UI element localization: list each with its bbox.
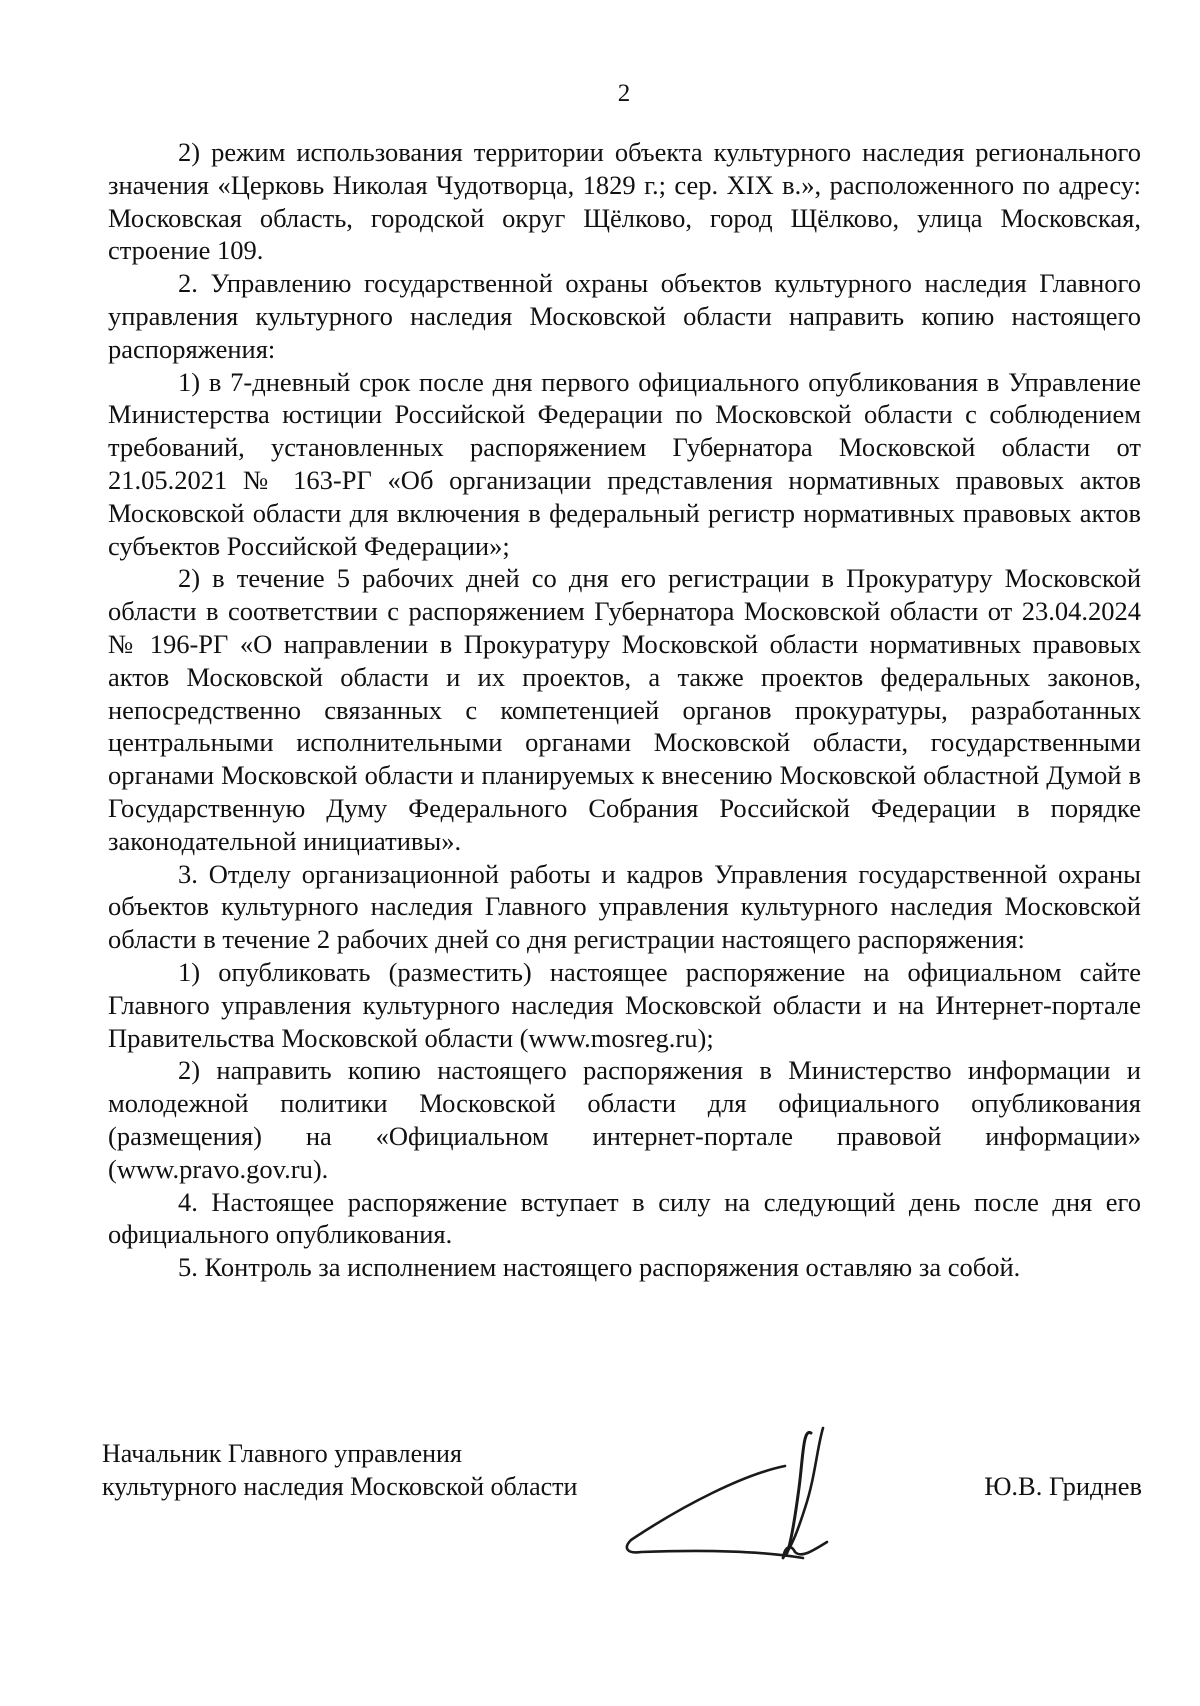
paragraph-item-2-2: 2) в течение 5 рабочих дней со дня его регистрации в Прокуратуру Московской области в соответствии с распоряжением Губернатора Московской области от 23.04.2024 № 196-РГ «О направлении в Прокуратуру Московской области нормативных правовых актов Московской области и их проектов, а также проектов федеральных законов, непосредственно связанных с компетенцией органов прокуратуры, разработанных центральными исполнительными органами Московской области, государственными органами Московской области и планируемых к внесению Московской областной Думой в Государственную Думу Федерального Собрания Российской Федерации в порядке законодательной инициативы».	[108, 563, 1141, 856]
paragraph-item-2-1: 1) в 7-дневный срок после дня первого официального опубликования в Управление Министерства юстиции Российской Федерации по Московской области с соблюдением требований, установленных распоряжением Губернатора Московской области от 21.05.2021 № 163-РГ «Об организации представления нормативных правовых актов Московской области для включения в федеральный регистр нормативных правовых актов субъектов Российской Федерации»;	[108, 366, 1141, 561]
paragraph-item-4: 4. Настоящее распоряжение вступает в силу на следующий день после дня его официального опубликования.	[108, 1186, 1141, 1250]
page-number: 2	[617, 80, 631, 107]
handwritten-signature	[615, 1418, 865, 1568]
paragraph-usage-regime: 2) режим использования территории объекта культурного наследия регионального значения «Церковь Николая Чудотворца, 1829 г.; сер. XIX в.», расположенного по адресу: Московская область, городской округ Щёлково, город Щёлково, улица Московская, строение 109.	[108, 137, 1141, 266]
signer-title-line-1: Начальник Главного управления	[102, 1439, 462, 1468]
signer-name: Ю.В. Гриднев	[984, 1471, 1142, 1501]
paragraph-item-5: 5. Контроль за исполнением настоящего распоряжения оставляю за собой.	[178, 1252, 1021, 1283]
paragraph-item-3: 3. Отделу организационной работы и кадров Управления государственной охраны объектов культурного наследия Главного управления культурного наследия Московской области в течение 2 рабочих дней со дня регистрации настоящего распоряжения:	[108, 858, 1141, 955]
paragraph-item-3-1: 1) опубликовать (разместить) настоящее распоряжение на официальном сайте Главного управления культурного наследия Московской области и на Интернет-портале Правительства Московской области (www.mosreg.ru);	[108, 956, 1141, 1053]
document-body	[108, 136, 1141, 1284]
paragraph-item-2: 2. Управлению государственной охраны объектов культурного наследия Главного управления культурного наследия Московской области направить копию настоящего распоряжения:	[108, 268, 1141, 364]
paragraph-item-3-2: 2) направить копию настоящего распоряжения в Министерство информации и молодежной политики Московской области для официального опубликования (размещения) на «Официальном интернет-портале правовой информации» (www.pravo.gov.ru).	[108, 1055, 1141, 1184]
signer-title	[102, 1437, 577, 1503]
signer-title-line-2: культурного наследия Московской области	[102, 1472, 578, 1501]
